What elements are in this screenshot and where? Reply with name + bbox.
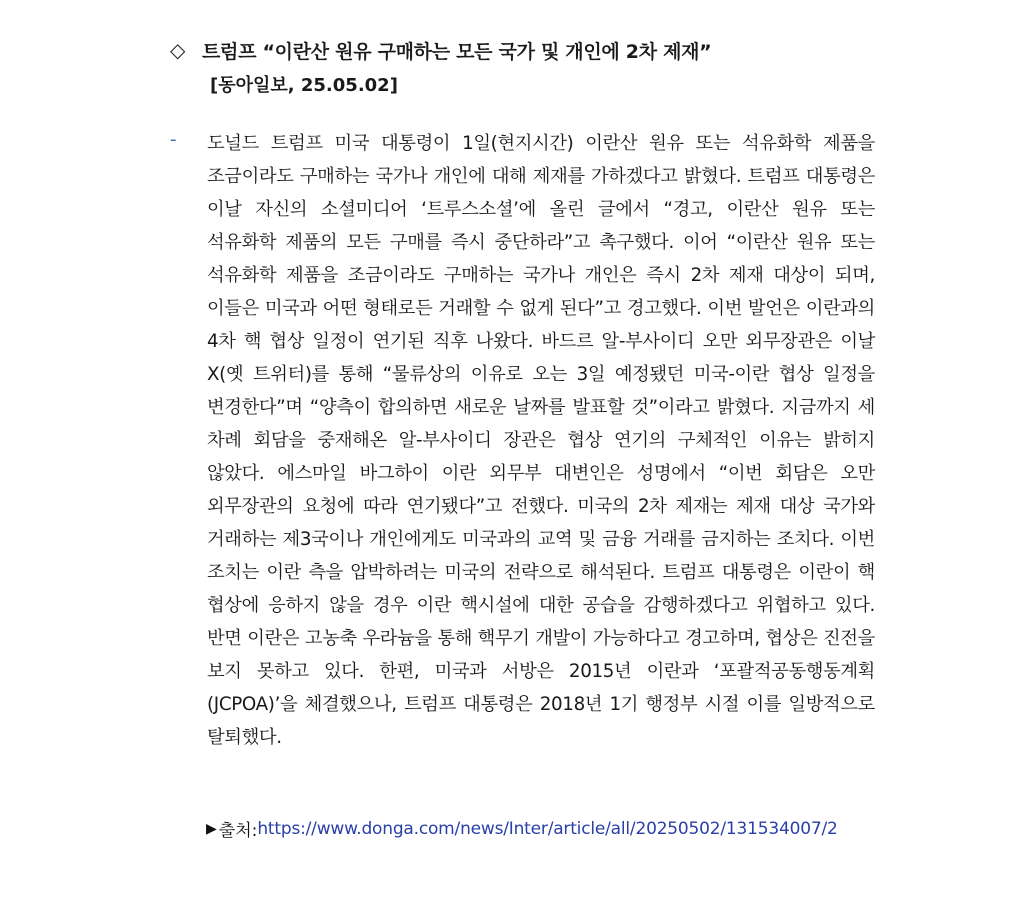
title-line bbox=[170, 34, 990, 66]
article-body: 도널드 트럼프 미국 대통령이 1일(현지시간) 이란산 원유 또는 석유화학 제품을 조금이라도 구매하는 국가나 개인에 대해 제재를 가하겠다고 밝혔다. 트럼프 대통령은 이날 자신의 소셜미디어 ‘트루스소셜’에 올린 글에서 “경고, 이란산 원유 또는 석유화학 제품의 모든 구매를 즉시 중단하라”고 촉구했다. 이어 “이란산 원유 또는 석유화학 제품을 조금이라도 구매하는 국가나 개인은 즉시 2차 제재 대상이 되며, 이들은 미국과 어떤 형태로든 거래할 수 없게 된다”고 경고했다. 이번 발언은 이란과의 4차 핵 협상 일정이 연기된 직후 나왔다. 바드르 알-부사이디 오만 외무장관은 이날 X(옛 트위터)를 통해 “물류상의 이유로 오는 3일 예정됐던 미국-이란 협상 일정을 변경한다”며 “양측이 합의하면 새로운 날짜를 발표할 것”이라고 밝혔다. 지금까지 세 차례 회담을 중재해온 알-부사이디 장관은 협상 연기의 구체적인 이유는 밝히지 않았다. 에스마일 바그하이 이란 외무부 대변인은 성명에서 “이번 회담은 오만 외무장관의 요청에 따라 연기됐다”고 전했다. 미국의 2차 제재는 제재 대상 국가와 거래하는 제3국이나 개인에게도 미국과의 교역 및 금융 거래를 금지하는 조치다. 이번 조치는 이란 측을 압박하려는 미국의 전략으로 해석된다. 트럼프 대통령은 이란이 핵 협상에 응하지 않을 경우 이란 핵시설에 대한 공습을 감행하겠다고 위협하고 있다. 반면 이란은 고농축 우라늄을 통해 핵무기 개발이 가능하다고 경고하며, 협상은 진전을 보지 못하고 있다. 한편, 미국과 서방은 2015년 이란과 ‘포괄적공동행동계획(JCPOA)’을 체결했으나, 트럼프 대통령은 2018년 1기 행정부 시절 이를 일방적으로 탈퇴했다. bbox=[207, 133, 875, 748]
article-heading bbox=[170, 34, 990, 100]
source-citation: [동아일보, 25.05.02] bbox=[210, 75, 398, 96]
bullet-marker: - bbox=[170, 129, 177, 150]
article-title: 트럼프 “이란산 원유 구매하는 모든 국가 및 개인에 2차 제재” bbox=[202, 40, 712, 63]
diamond-icon: ◇ bbox=[170, 38, 186, 62]
source-footer bbox=[206, 816, 838, 841]
source-link[interactable]: https://www.donga.com/news/Inter/article/all/20250502/131534007/2 bbox=[257, 818, 838, 839]
triangle-right-icon: ▶ bbox=[206, 820, 217, 837]
source-label: 출처: bbox=[218, 821, 258, 841]
